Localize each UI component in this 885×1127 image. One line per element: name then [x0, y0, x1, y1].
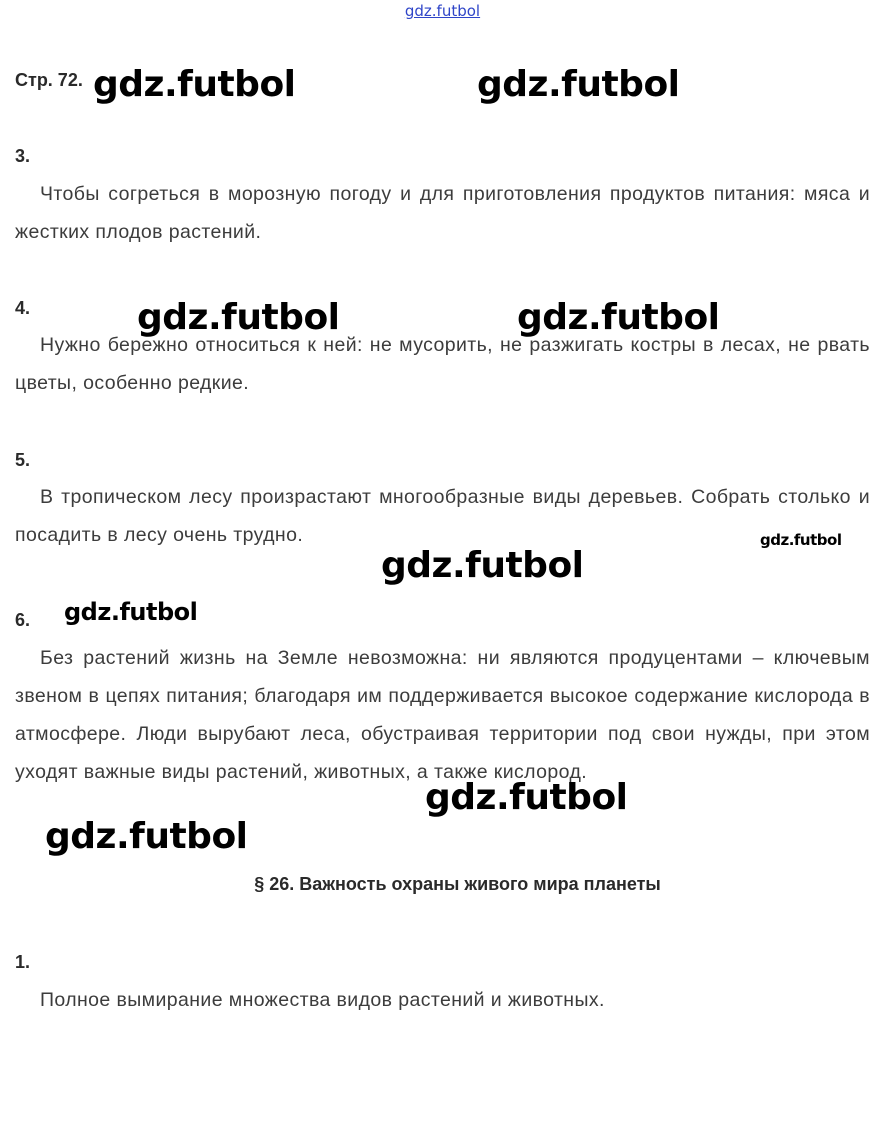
section-answer-text-1: Полное вымирание множества видов растений и животных.: [40, 989, 605, 1011]
answer-number-4: 4.: [15, 298, 31, 318]
page-reference: Стр. 72.: [15, 70, 83, 90]
watermark: gdz.futbol: [425, 777, 628, 818]
answer-text-4: Нужно бережно относиться к ней: не мусорить, не разжигать костры в лесах, не рвать цветы, особенно редкие.: [15, 334, 870, 394]
answer-text-5: В тропическом лесу произрастают многообразные виды деревьев. Собрать столько и посадить в лесу очень трудно.: [15, 486, 870, 546]
answer-number-5: 5.: [15, 450, 31, 470]
answer-number-3: 3.: [15, 146, 31, 166]
watermark: gdz.futbol: [760, 531, 842, 549]
answer-number-6: 6.: [15, 610, 31, 630]
answer-text-3: Чтобы согреться в морозную погоду и для приготовления продуктов питания: мяса и жестких плодов растений.: [15, 183, 870, 243]
watermark: gdz.futbol: [45, 816, 248, 857]
section-answer-number-1: 1.: [15, 952, 31, 972]
watermark: gdz.futbol: [137, 297, 340, 338]
watermark: gdz.futbol: [477, 64, 680, 105]
watermark: gdz.futbol: [64, 598, 198, 626]
watermark: gdz.futbol: [517, 297, 720, 338]
watermark: gdz.futbol: [93, 64, 296, 105]
section-title: § 26. Важность охраны живого мира планеты: [254, 874, 661, 894]
watermark: gdz.futbol: [381, 545, 584, 586]
top-site-link[interactable]: gdz.futbol: [404, 2, 481, 20]
answer-text-6: Без растений жизнь на Земле невозможна: ни являются продуцентами – ключевым звеном в цепях питания; благодаря им поддерживается высокое содержание кислорода в атмосфере. Люди вырубают леса, обустраивая территории под свои нужды, при этом уходят важные виды растений, животных, а также кислород.: [15, 647, 870, 783]
